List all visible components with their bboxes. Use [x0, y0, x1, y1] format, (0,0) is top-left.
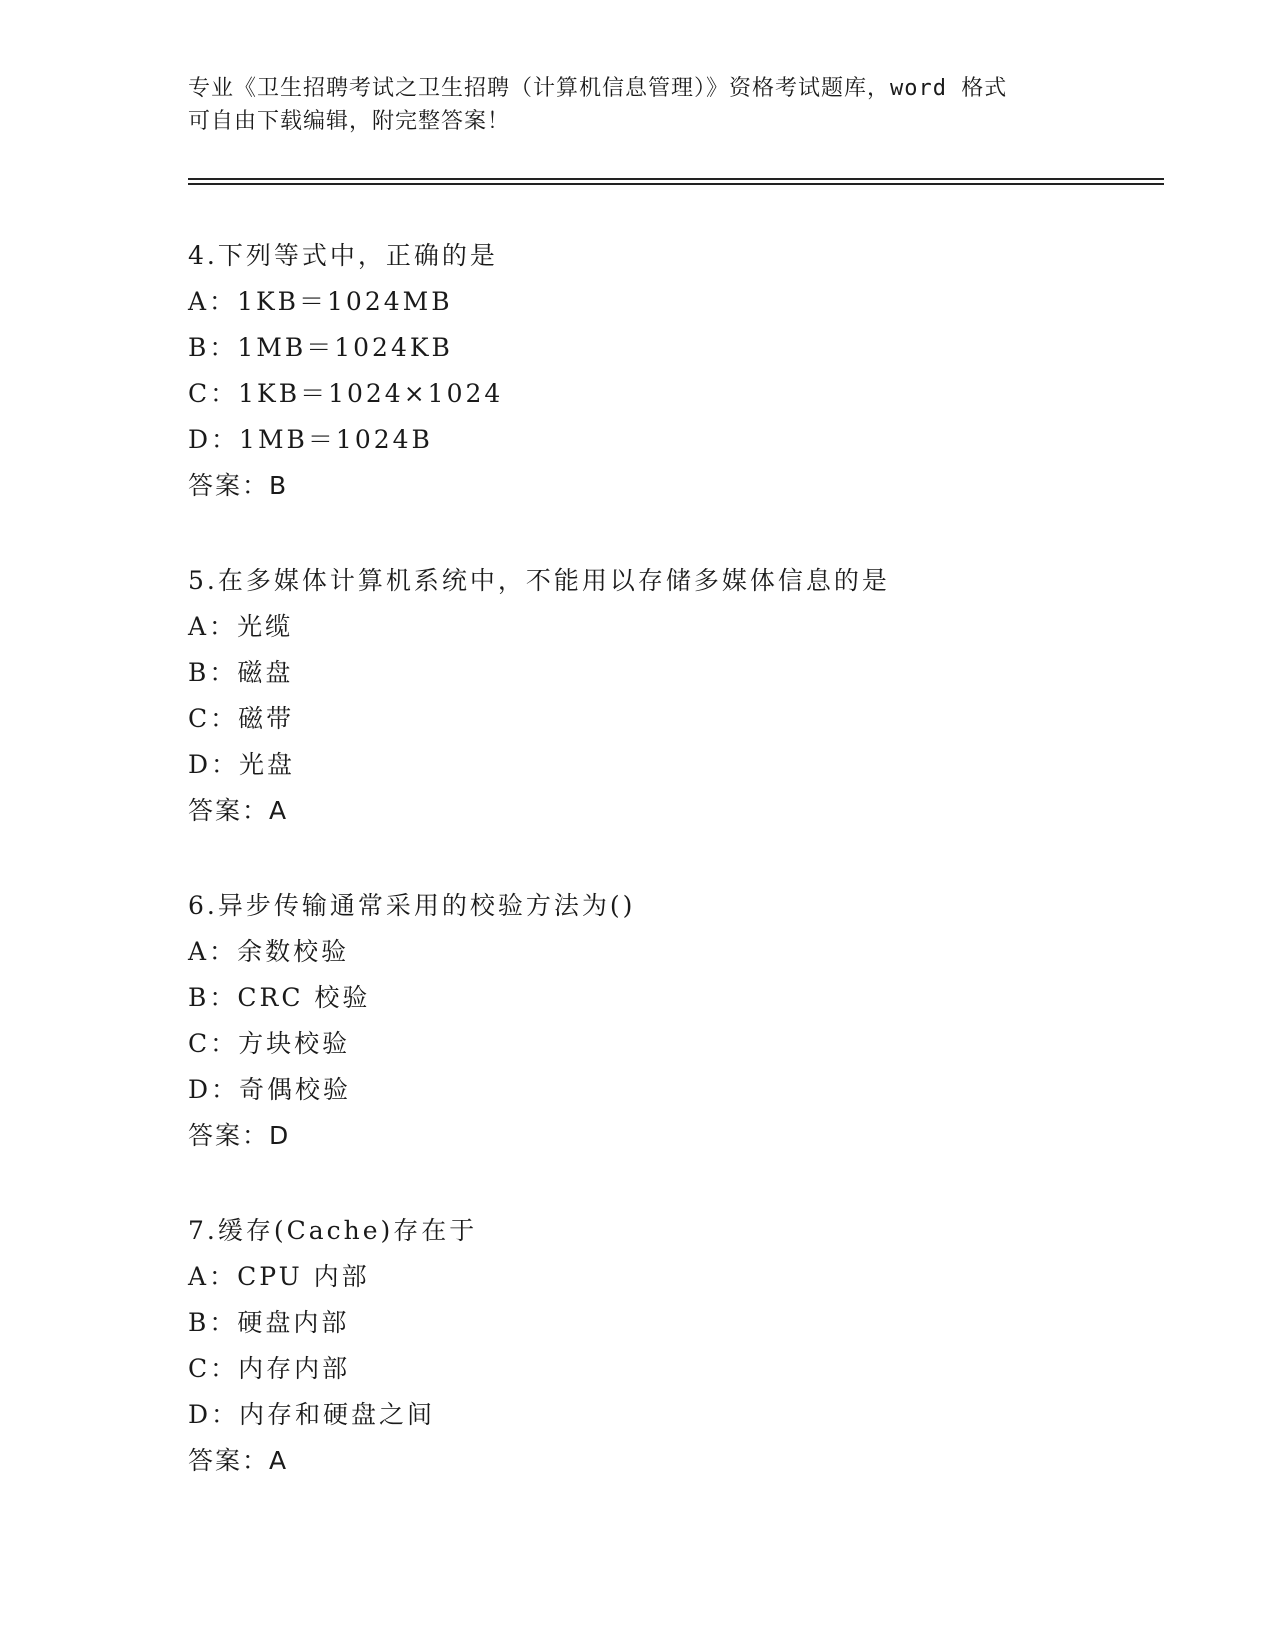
option-a: [188, 604, 1148, 650]
option-d: [188, 417, 1148, 463]
option-key: A：: [188, 1262, 238, 1291]
header-line-2: 可自由下载编辑，附完整答案！: [188, 109, 511, 134]
option-b: [188, 325, 1148, 371]
option-key: C：: [188, 1029, 239, 1058]
option-a: [188, 279, 1148, 325]
option-text: 磁带: [238, 704, 295, 733]
question-4: [188, 233, 1148, 509]
answer-line: 答案：A: [188, 796, 289, 825]
option-key: B：: [188, 333, 238, 362]
option-a: [188, 1254, 1148, 1300]
question-7: [188, 1208, 1148, 1484]
option-b: [188, 975, 1148, 1021]
question-stem: 4.下列等式中，正确的是: [188, 241, 498, 270]
answer-line: 答案：D: [188, 1121, 291, 1150]
option-b: [188, 1300, 1148, 1346]
option-key: D：: [188, 1400, 240, 1429]
option-key: B：: [188, 658, 238, 687]
question-list: [188, 233, 1148, 1533]
option-a: [188, 929, 1148, 975]
option-b: [188, 650, 1148, 696]
option-c: [188, 1346, 1148, 1392]
option-text: CRC 校验: [237, 983, 371, 1012]
option-d: [188, 1392, 1148, 1438]
question-6: [188, 883, 1148, 1159]
option-text: 磁盘: [237, 658, 294, 687]
header-divider-top: [188, 178, 1164, 180]
option-key: D：: [188, 750, 240, 779]
option-c: [188, 696, 1148, 742]
option-text: 1MB＝1024KB: [237, 333, 453, 362]
option-key: C：: [188, 704, 239, 733]
option-text: 光盘: [239, 750, 296, 779]
option-text: 内存内部: [238, 1354, 351, 1383]
option-key: B：: [188, 983, 238, 1012]
option-key: A：: [188, 937, 238, 966]
option-text: 硬盘内部: [237, 1308, 350, 1337]
option-key: A：: [188, 287, 238, 316]
option-text: 光缆: [237, 612, 294, 641]
option-c: [188, 1021, 1148, 1067]
option-text: 奇偶校验: [239, 1075, 352, 1104]
option-text: 方块校验: [238, 1029, 351, 1058]
question-stem: 5.在多媒体计算机系统中，不能用以存储多媒体信息的是: [188, 566, 890, 595]
option-text: 1KB＝1024×1024: [238, 379, 504, 408]
option-c: [188, 371, 1148, 417]
option-key: A：: [188, 612, 238, 641]
header-line-1: 专业《卫生招聘考试之卫生招聘（计算机信息管理）》资格考试题库，word 格式: [188, 76, 1008, 101]
option-key: D：: [188, 425, 240, 454]
document-header: [188, 72, 1088, 138]
option-text: 1MB＝1024B: [239, 425, 433, 454]
option-text: 内存和硬盘之间: [239, 1400, 436, 1429]
question-stem: 6.异步传输通常采用的校验方法为(): [188, 891, 636, 920]
option-d: [188, 1067, 1148, 1113]
question-stem: 7.缓存(Cache)存在于: [188, 1216, 478, 1245]
option-key: C：: [188, 1354, 239, 1383]
option-key: B：: [188, 1308, 238, 1337]
option-d: [188, 742, 1148, 788]
option-key: D：: [188, 1075, 240, 1104]
header-divider-bottom: [188, 183, 1164, 185]
answer-line: 答案：B: [188, 471, 289, 500]
option-text: 余数校验: [237, 937, 350, 966]
option-text: CPU 内部: [237, 1262, 370, 1291]
question-5: [188, 558, 1148, 834]
option-key: C：: [188, 379, 239, 408]
option-text: 1KB＝1024MB: [237, 287, 453, 316]
answer-line: 答案：A: [188, 1446, 289, 1475]
